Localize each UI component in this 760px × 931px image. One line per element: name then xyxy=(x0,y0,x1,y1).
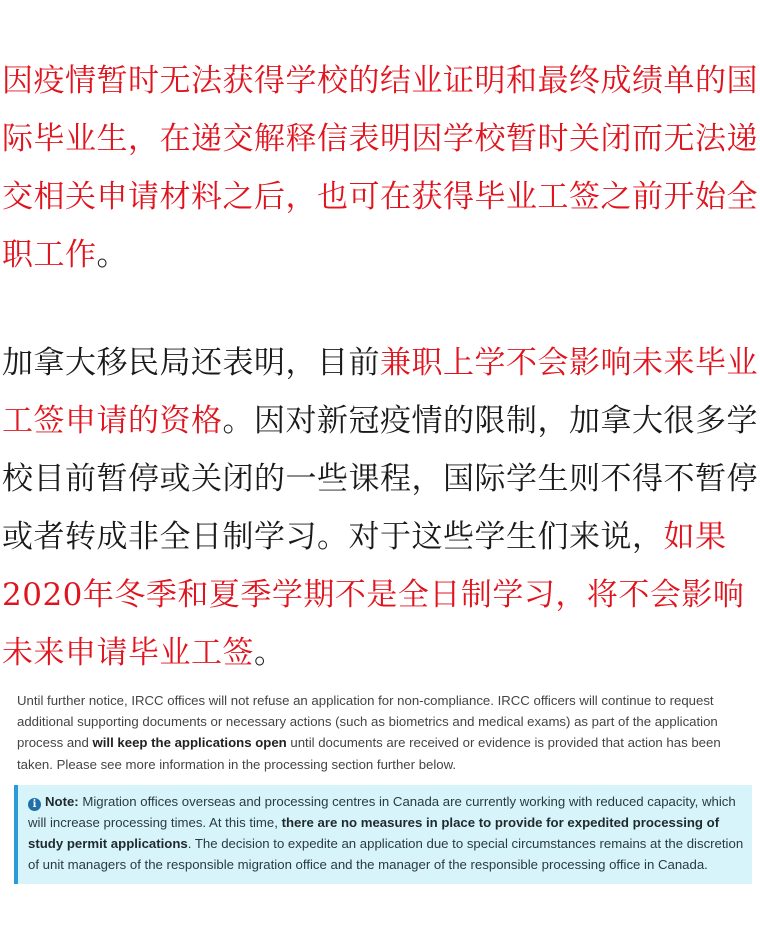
note-callout xyxy=(14,785,752,884)
notice-text: Until further notice, IRCC offices will not refuse an application for non-compliance. IRCC officers will continue to request additional supporting documents or necessary actions (such as biometrics and medical exams) as part of the application process and xyxy=(17,693,718,751)
highlighted-text: 因疫情暂时无法获得学校的结业证明和最终成绩单的国际毕业生，在递交解释信表明因学校暂时关闭而无法递交相关申请材料之后，也可在获得毕业工签之前开始全职工作 xyxy=(2,63,758,273)
note-text: Migration offices overseas and processing centres in Canada are currently working with reduced capacity, which will increase processing times. At this time, xyxy=(28,793,736,831)
notice-bold-text: will keep the applications open xyxy=(92,735,287,751)
paragraph-body-text: 。因对新冠疫情的限制，加拿大很多学校目前暂停或关闭的一些课程，国际学生则不得不暂停或者转成非全日制学习。对于这些学生们来说， xyxy=(2,403,758,555)
highlighted-year: 2020 xyxy=(2,577,83,613)
info-icon: i xyxy=(28,798,41,811)
note-text: . The decision to expedite an application due to special circumstances remains at the discretion of unit managers of the responsible migration office and the manager of the responsible processing office in Canada. xyxy=(28,836,744,873)
notice-text: until documents are received or evidence is provided that action has been taken. Please see more information in the processing section further below. xyxy=(17,735,721,772)
paragraph-lead-text: 加拿大移民局还表明，目前 xyxy=(2,345,380,381)
note-bold-text: there are no measures in place to provide for expedited processing of study permit applications xyxy=(28,815,720,852)
note-label: Note: xyxy=(45,793,79,809)
paragraph-end-punctuation: 。 xyxy=(96,237,128,273)
highlighted-text: 兼职上学不会影响未来毕业工签申请的资格 xyxy=(2,345,758,439)
article-paragraph-2 xyxy=(2,334,760,682)
paragraph-end-punctuation: 。 xyxy=(254,635,286,671)
ircc-notice-screenshot xyxy=(14,690,754,884)
article-paragraph-1 xyxy=(2,52,760,284)
highlighted-text: 如果 xyxy=(663,519,727,555)
highlighted-text: 年冬季和夏季学期不是全日制学习，将不会影响未来申请毕业工签 xyxy=(2,577,745,671)
ircc-notice-paragraph xyxy=(17,690,753,775)
